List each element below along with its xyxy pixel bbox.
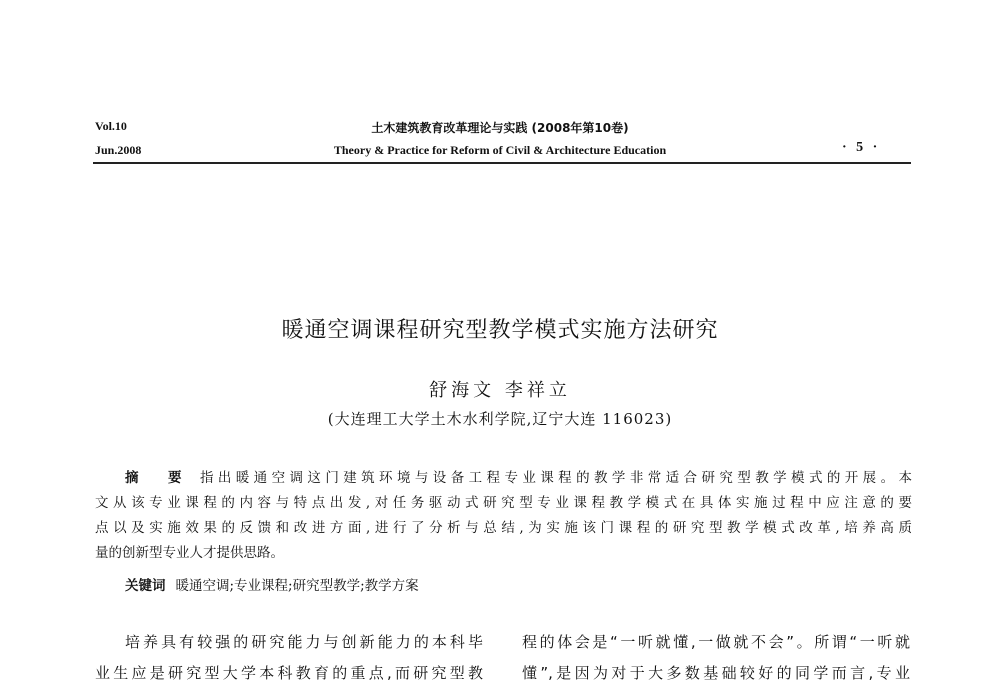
body-left-line-1: 培养具有较强的研究能力与创新能力的本科毕 [125, 633, 483, 651]
journal-title-english: Theory & Practice for Reform of Civil & Architecture Education [333, 143, 667, 157]
article-authors: 舒海文 李祥立 [429, 380, 571, 401]
body-column-left [95, 627, 483, 689]
journal-date: Jun.2008 [95, 143, 142, 157]
abstract-line-1 [95, 466, 912, 491]
journal-volume: Vol.10 [95, 119, 127, 133]
abstract [95, 466, 912, 566]
body-right-line-2: 懂”,是因为对于大多数基础较好的同学而言,专业 [522, 664, 910, 682]
abstract-line-3: 点以及实施效果的反馈和改进方面,进行了分析与总结,为实施该门课程的研究型教学模式改革,培养高质 [95, 520, 912, 536]
body-left-line-2: 业生应是研究型大学本科教育的重点,而研究型教 [95, 664, 483, 682]
keywords-label: 关键词 [125, 578, 166, 594]
header-rule [93, 162, 911, 164]
article-affiliation: (大连理工大学土木水利学院,辽宁大连 116023) [327, 410, 673, 428]
page-number: · 5 · [842, 140, 881, 155]
body-column-right [522, 627, 910, 689]
abstract-line-4: 量的创新型专业人才提供思路。 [95, 545, 284, 561]
abstract-label: 摘 要 [125, 470, 194, 486]
article-title: 暖通空调课程研究型教学模式实施方法研究 [281, 318, 719, 343]
journal-title-chinese: 土木建筑教育改革理论与实践 (2008年第10卷) [371, 121, 629, 135]
abstract-text: 指出暖通空调这门建筑环境与设备工程专业课程的教学非常适合研究型教学模式的开展。本 [199, 470, 912, 486]
keywords-text: 暖通空调;专业课程;研究型教学;教学方案 [175, 578, 419, 594]
abstract-line-2: 文从该专业课程的内容与特点出发,对任务驱动式研究型专业课程教学模式在具体实施过程中应注意的要 [95, 495, 912, 511]
keywords [95, 574, 419, 594]
body-right-line-1: 程的体会是“一听就懂,一做就不会”。所谓“一听就 [522, 633, 910, 651]
